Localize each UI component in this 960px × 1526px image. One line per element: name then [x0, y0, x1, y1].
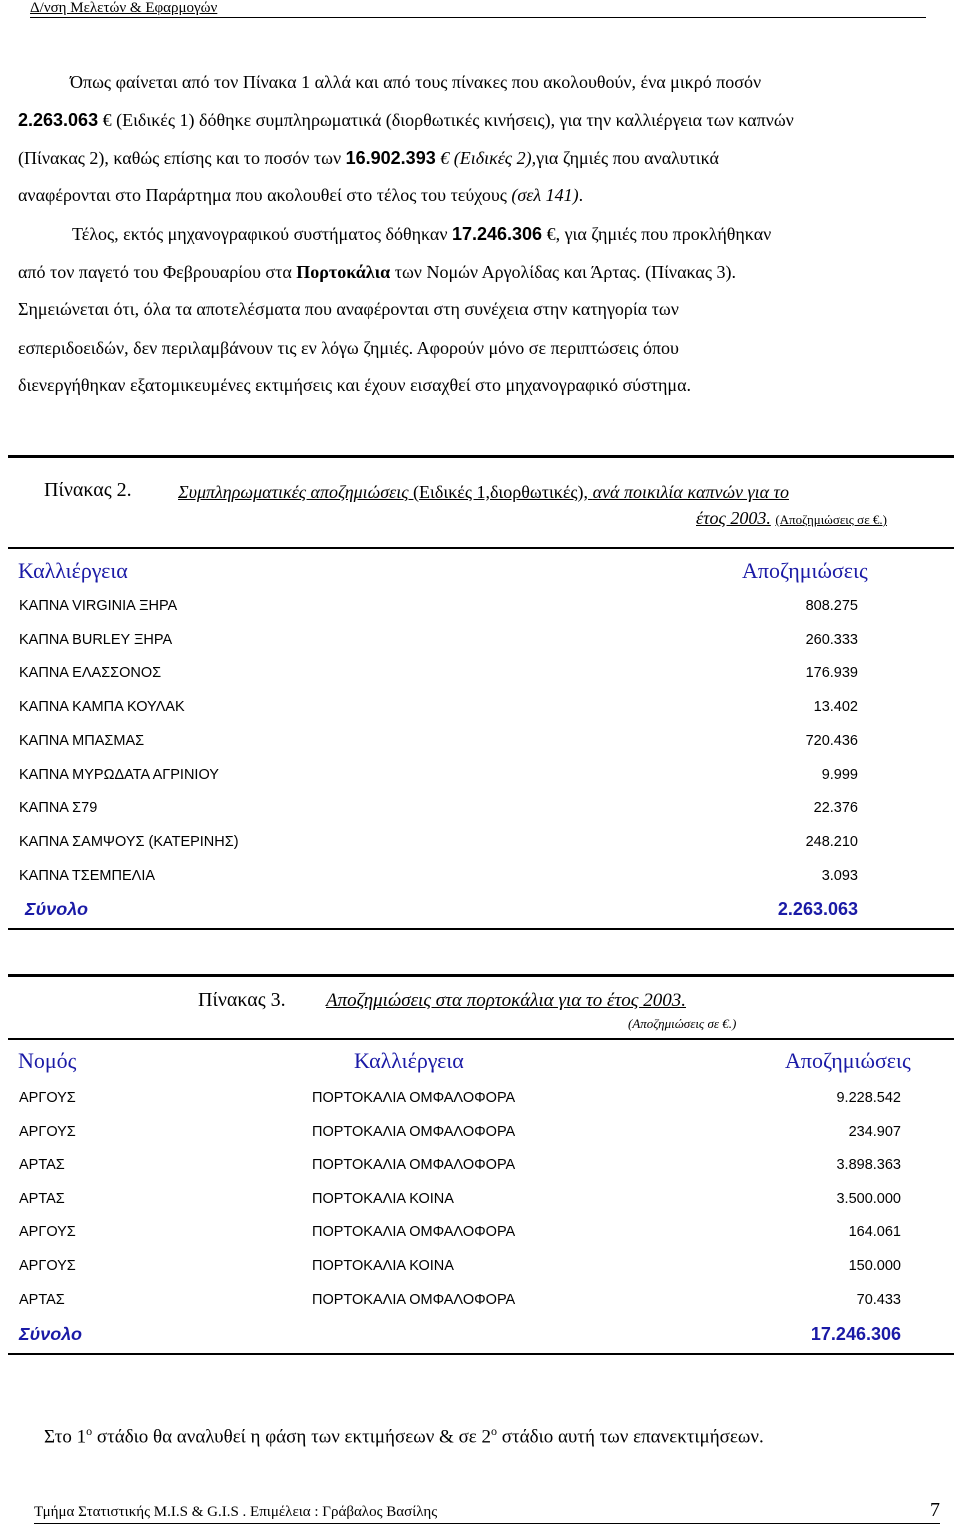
page-header [30, 0, 926, 18]
intro-line-8: εσπεριδοειδών, δεν περιλαμβάνουν τις εν λόγω ζημιές. Αφορούν μόνο σε περιπτώσεις όπου [18, 338, 679, 358]
table-row-prefecture: ΑΡΤΑΣ [19, 1157, 65, 1173]
table-row-amount: 150.000 [848, 1258, 901, 1274]
table-row-amount: 248.210 [805, 834, 858, 850]
intro-line-3: (Πίνακας 2), καθώς επίσης και το ποσόν των 16.902.393 € (Ειδικές 2),για ζημιές που αναλυτικά [18, 148, 719, 168]
section-title: Δ/νση Μελετών & Εφαρμογών [30, 0, 218, 16]
table2-title-year: έτος 2003. (Αποζημιώσεις σε €.) [696, 508, 887, 528]
table-row-prefecture: ΑΡΓΟΥΣ [19, 1224, 76, 1240]
intro-line-5: Τέλος, εκτός μηχανογραφικού συστήματος δόθηκαν 17.246.306 €, για ζημιές που προκλήθηκαν [72, 224, 772, 244]
table-row-prefecture: ΑΡΤΑΣ [19, 1292, 65, 1308]
table2-col-crop: Καλλιέργεια [18, 558, 128, 583]
table-row-amount: 720.436 [805, 733, 858, 749]
amount-2: 16.902.393 [345, 148, 436, 168]
table-row-crop: ΚΑΠΝΑ ΕΛΑΣΣΟΝΟΣ [19, 665, 162, 681]
table-row-crop: ΚΑΠΝΑ Σ79 [19, 800, 98, 816]
table-row-crop: ΠΟΡΤΟΚΑΛΙΑ ΟΜΦΑΛΟΦΟΡΑ [312, 1157, 516, 1173]
table-row-amount: 3.093 [821, 868, 858, 884]
table3-col-amount: Αποζημιώσεις [785, 1048, 911, 1073]
footer-credit: Τμήμα Στατιστικής Μ.Ι.S & G.I.S . Επιμέλεια : Γράβαλος Βασίλης [34, 1504, 438, 1520]
table2-header-rule [8, 547, 954, 549]
table3-total-label: Σύνολο [19, 1324, 83, 1344]
table-row-amount: 234.907 [848, 1124, 901, 1140]
table3-bottom-rule [8, 1353, 954, 1355]
table3-col-crop: Καλλιέργεια [354, 1048, 464, 1073]
table3-title: Αποζημιώσεις στα πορτοκάλια για το έτος 2003. [326, 990, 686, 1011]
table-row-crop: ΚΑΠΝΑ ΜΥΡΩΔΑΤΑ ΑΓΡΙΝΙΟΥ [19, 767, 219, 783]
table3-top-rule [8, 974, 954, 977]
table2-bottom-rule [8, 928, 954, 930]
table-row-crop: ΚΑΠΝΑ VIRGINIA ΞΗΡΑ [19, 598, 178, 614]
table3-header-rule [8, 1038, 954, 1040]
table2-label: Πίνακας 2. [44, 479, 132, 501]
table3-label: Πίνακας 3. [198, 989, 286, 1011]
table-row-amount: 3.898.363 [836, 1157, 901, 1173]
intro-line-7: Σημειώνεται ότι, όλα τα αποτελέσματα που αναφέρονται στη συνέχεια στην κατηγορία των [18, 299, 679, 319]
table-row-amount: 9.999 [821, 767, 858, 783]
table-row-prefecture: ΑΡΓΟΥΣ [19, 1258, 76, 1274]
table-row-crop: ΠΟΡΤΟΚΑΛΙΑ ΟΜΦΑΛΟΦΟΡΑ [312, 1224, 516, 1240]
table-row-amount: 9.228.542 [836, 1090, 901, 1106]
table-row-prefecture: ΑΡΤΑΣ [19, 1191, 65, 1207]
amount-1: 2.263.063 [18, 110, 99, 130]
table-row-crop: ΚΑΠΝΑ BURLEY ΞΗΡΑ [19, 632, 173, 648]
table2-total-amount: 2.263.063 [777, 899, 858, 919]
table-row-crop: ΚΑΠΝΑ ΜΠΑΣΜΑΣ [19, 733, 145, 749]
table-row-amount: 164.061 [848, 1224, 901, 1240]
table-row-amount: 176.939 [805, 665, 858, 681]
table-row-crop: ΠΟΡΤΟΚΑΛΙΑ ΚΟΙΝΑ [312, 1191, 454, 1207]
table-row-crop: ΚΑΠΝΑ ΚΑΜΠΑ ΚΟΥΛΑΚ [19, 699, 185, 715]
table-row-crop: ΚΑΠΝΑ ΣΑΜΨΟΥΣ (ΚΑΤΕΡΙΝΗΣ) [19, 834, 239, 850]
table-row-amount: 808.275 [805, 598, 858, 614]
table-row-amount: 13.402 [813, 699, 858, 715]
table3-col-prefecture: Νομός [18, 1048, 77, 1073]
intro-line-9: διενεργήθηκαν εξατομικευμένες εκτιμήσεις και έχουν εισαχθεί στο μηχανογραφικό σύστημα. [18, 375, 692, 395]
intro-line-6: από τον παγετό του Φεβρουαρίου στα Πορτοκάλια των Νομών Αργολίδας και Άρτας. (Πίνακας 3). [18, 262, 736, 282]
table2-title: Συμπληρωματικές αποζημιώσεις (Ειδικές 1,διορθωτικές), ανά ποικιλία καπνών για το [178, 482, 789, 502]
table2-col-amount: Αποζημιώσεις [742, 558, 868, 583]
table-row-prefecture: ΑΡΓΟΥΣ [19, 1090, 76, 1106]
table-row-crop: ΠΟΡΤΟΚΑΛΙΑ ΟΜΦΑΛΟΦΟΡΑ [312, 1292, 516, 1308]
page-footer [34, 1499, 940, 1524]
intro-line-4: αναφέρονται στο Παράρτημα που ακολουθεί στο τέλος του τεύχους (σελ 141). [18, 185, 584, 205]
intro-line-2: 2.263.063 € (Ειδικές 1) δόθηκε συμπληρωματικά (διορθωτικές κινήσεις), για την καλλιέργεια των καπνών [18, 110, 794, 130]
amount-3: 17.246.306 [451, 224, 543, 244]
table-row-amount: 260.333 [805, 632, 858, 648]
table2-total-label: Σύνολο [25, 899, 89, 919]
table-row-crop: ΠΟΡΤΟΚΑΛΙΑ ΟΜΦΑΛΟΦΟΡΑ [312, 1124, 516, 1140]
table3-total-amount: 17.246.306 [810, 1324, 901, 1344]
table-row-crop: ΠΟΡΤΟΚΑΛΙΑ ΚΟΙΝΑ [312, 1258, 454, 1274]
table-row-amount: 22.376 [813, 800, 858, 816]
table-row-crop: ΠΟΡΤΟΚΑΛΙΑ ΟΜΦΑΛΟΦΟΡΑ [312, 1090, 516, 1106]
intro-line-1: Όπως φαίνεται από τον Πίνακα 1 αλλά και από τους πίνακες που ακολουθούν, ένα μικρό ποσόν [70, 72, 762, 92]
table-row-amount: 3.500.000 [836, 1191, 901, 1207]
table3-unit: (Αποζημιώσεις σε €.) [628, 1016, 737, 1031]
page-number: 7 [930, 1499, 940, 1521]
table2-top-rule [8, 455, 954, 458]
table-row-crop: ΚΑΠΝΑ ΤΣΕΜΠΕΛΙΑ [19, 868, 156, 884]
table-row-amount: 70.433 [856, 1292, 901, 1308]
table-row-prefecture: ΑΡΓΟΥΣ [19, 1124, 76, 1140]
closing-note: Στο $1^o$ στάδιο θα αναλυθεί η φάση των εκτιμήσεων & σε $2^o$ στάδιο αυτή των επανεκτιμήσεων. [44, 1424, 764, 1448]
